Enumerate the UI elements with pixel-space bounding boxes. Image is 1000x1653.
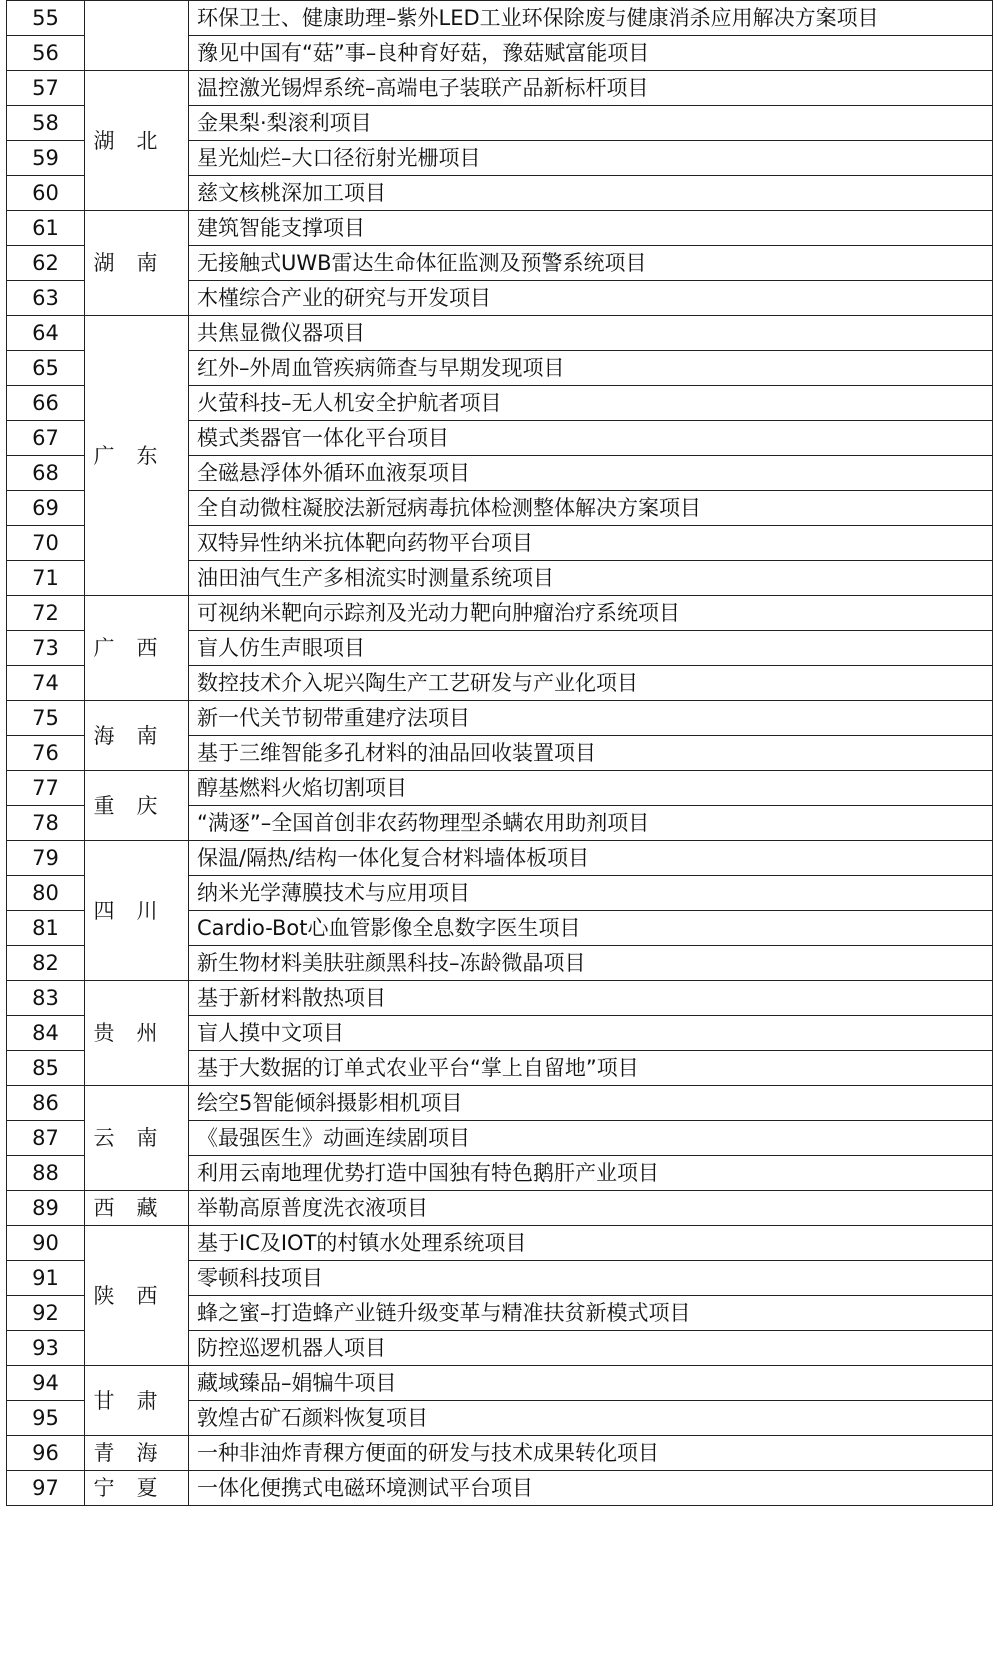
project-name: 新一代关节韧带重建疗法项目 — [189, 701, 993, 736]
province-cell: 甘肃 — [85, 1366, 189, 1436]
row-number: 89 — [7, 1191, 85, 1226]
project-name: 保温/隔热/结构一体化复合材料墙体板项目 — [189, 841, 993, 876]
project-name: 零顿科技项目 — [189, 1261, 993, 1296]
table-row — [7, 1, 993, 36]
row-number: 94 — [7, 1366, 85, 1401]
project-name: 利用云南地理优势打造中国独有特色鹅肝产业项目 — [189, 1156, 993, 1191]
row-number: 73 — [7, 631, 85, 666]
project-name: 基于大数据的订单式农业平台“掌上自留地”项目 — [189, 1051, 993, 1086]
row-number: 63 — [7, 281, 85, 316]
row-number: 93 — [7, 1331, 85, 1366]
project-name: 温控激光锡焊系统–高端电子装联产品新标杆项目 — [189, 71, 993, 106]
province-cell: 湖北 — [85, 71, 189, 211]
table-row — [7, 701, 993, 736]
table-row — [7, 316, 993, 351]
row-number: 83 — [7, 981, 85, 1016]
province-cell: 西藏 — [85, 1191, 189, 1226]
project-name: 金果梨·梨滚利项目 — [189, 106, 993, 141]
row-number: 78 — [7, 806, 85, 841]
project-name: 慈文核桃深加工项目 — [189, 176, 993, 211]
project-name: 无接触式UWB雷达生命体征监测及预警系统项目 — [189, 246, 993, 281]
row-number: 77 — [7, 771, 85, 806]
table-row — [7, 771, 993, 806]
project-name: Cardio-Bot心血管影像全息数字医生项目 — [189, 911, 993, 946]
table-row — [7, 71, 993, 106]
project-name: 建筑智能支撑项目 — [189, 211, 993, 246]
project-name: 基于三维智能多孔材料的油品回收装置项目 — [189, 736, 993, 771]
project-name: 全自动微柱凝胶法新冠病毒抗体检测整体解决方案项目 — [189, 491, 993, 526]
row-number: 75 — [7, 701, 85, 736]
project-name: 一体化便携式电磁环境测试平台项目 — [189, 1471, 993, 1506]
table-row — [7, 1086, 993, 1121]
province-cell: 四川 — [85, 841, 189, 981]
row-number: 90 — [7, 1226, 85, 1261]
row-number: 72 — [7, 596, 85, 631]
province-cell: 贵州 — [85, 981, 189, 1086]
row-number: 71 — [7, 561, 85, 596]
province-cell: 陕西 — [85, 1226, 189, 1366]
province-cell: 青海 — [85, 1436, 189, 1471]
project-name: 敦煌古矿石颜料恢复项目 — [189, 1401, 993, 1436]
row-number: 59 — [7, 141, 85, 176]
table-row — [7, 1191, 993, 1226]
row-number: 57 — [7, 71, 85, 106]
project-name: 一种非油炸青稞方便面的研发与技术成果转化项目 — [189, 1436, 993, 1471]
project-name: 基于新材料散热项目 — [189, 981, 993, 1016]
row-number: 79 — [7, 841, 85, 876]
project-name: 可视纳米靶向示踪剂及光动力靶向肿瘤治疗系统项目 — [189, 596, 993, 631]
project-name: 火萤科技–无人机安全护航者项目 — [189, 386, 993, 421]
row-number: 67 — [7, 421, 85, 456]
project-name: 蜂之蜜–打造蜂产业链升级变革与精准扶贫新模式项目 — [189, 1296, 993, 1331]
project-name: 双特异性纳米抗体靶向药物平台项目 — [189, 526, 993, 561]
project-name: 基于IC及IOT的村镇水处理系统项目 — [189, 1226, 993, 1261]
project-name: 星光灿烂–大口径衍射光栅项目 — [189, 141, 993, 176]
row-number: 88 — [7, 1156, 85, 1191]
province-cell: 湖南 — [85, 211, 189, 316]
project-name: 举勒高原普度洗衣液项目 — [189, 1191, 993, 1226]
row-number: 86 — [7, 1086, 85, 1121]
project-name: 豫见中国有“菇”事–良种育好菇，豫菇赋富能项目 — [189, 36, 993, 71]
row-number: 91 — [7, 1261, 85, 1296]
table-row — [7, 841, 993, 876]
row-number: 80 — [7, 876, 85, 911]
row-number: 74 — [7, 666, 85, 701]
province-cell: 广西 — [85, 596, 189, 701]
table-row — [7, 1226, 993, 1261]
project-name: 醇基燃料火焰切割项目 — [189, 771, 993, 806]
project-name: 全磁悬浮体外循环血液泵项目 — [189, 456, 993, 491]
province-cell — [85, 1, 189, 71]
province-cell: 广东 — [85, 316, 189, 596]
project-list-table — [6, 0, 993, 1506]
project-name: 纳米光学薄膜技术与应用项目 — [189, 876, 993, 911]
project-name: 新生物材料美肤驻颜黑科技–冻龄微晶项目 — [189, 946, 993, 981]
province-cell: 重庆 — [85, 771, 189, 841]
project-name: “满逐”–全国首创非农药物理型杀螨农用助剂项目 — [189, 806, 993, 841]
province-cell: 海南 — [85, 701, 189, 771]
table-row — [7, 211, 993, 246]
project-name: 绘空5智能倾斜摄影相机项目 — [189, 1086, 993, 1121]
row-number: 60 — [7, 176, 85, 211]
row-number: 96 — [7, 1436, 85, 1471]
row-number: 76 — [7, 736, 85, 771]
row-number: 70 — [7, 526, 85, 561]
project-name: 红外–外周血管疾病筛查与早期发现项目 — [189, 351, 993, 386]
table-row — [7, 981, 993, 1016]
project-name: 环保卫士、健康助理–紫外LED工业环保除废与健康消杀应用解决方案项目 — [189, 1, 993, 36]
row-number: 58 — [7, 106, 85, 141]
row-number: 66 — [7, 386, 85, 421]
project-name: 盲人仿生声眼项目 — [189, 631, 993, 666]
table-row — [7, 1366, 993, 1401]
row-number: 69 — [7, 491, 85, 526]
project-name: 模式类器官一体化平台项目 — [189, 421, 993, 456]
project-name: 藏域臻品–娟犏牛项目 — [189, 1366, 993, 1401]
project-name: 共焦显微仪器项目 — [189, 316, 993, 351]
project-name: 盲人摸中文项目 — [189, 1016, 993, 1051]
project-name: 《最强医生》动画连续剧项目 — [189, 1121, 993, 1156]
province-cell: 宁夏 — [85, 1471, 189, 1506]
project-table-body — [7, 1, 993, 1506]
table-row — [7, 596, 993, 631]
row-number: 56 — [7, 36, 85, 71]
row-number: 65 — [7, 351, 85, 386]
province-cell: 云南 — [85, 1086, 189, 1191]
row-number: 55 — [7, 1, 85, 36]
project-name: 数控技术介入坭兴陶生产工艺研发与产业化项目 — [189, 666, 993, 701]
table-row — [7, 1471, 993, 1506]
row-number: 68 — [7, 456, 85, 491]
row-number: 81 — [7, 911, 85, 946]
project-name: 木槿综合产业的研究与开发项目 — [189, 281, 993, 316]
row-number: 95 — [7, 1401, 85, 1436]
project-name: 油田油气生产多相流实时测量系统项目 — [189, 561, 993, 596]
table-row — [7, 1436, 993, 1471]
row-number: 62 — [7, 246, 85, 281]
row-number: 61 — [7, 211, 85, 246]
row-number: 84 — [7, 1016, 85, 1051]
row-number: 92 — [7, 1296, 85, 1331]
row-number: 85 — [7, 1051, 85, 1086]
row-number: 97 — [7, 1471, 85, 1506]
row-number: 87 — [7, 1121, 85, 1156]
project-name: 防控巡逻机器人项目 — [189, 1331, 993, 1366]
row-number: 82 — [7, 946, 85, 981]
row-number: 64 — [7, 316, 85, 351]
